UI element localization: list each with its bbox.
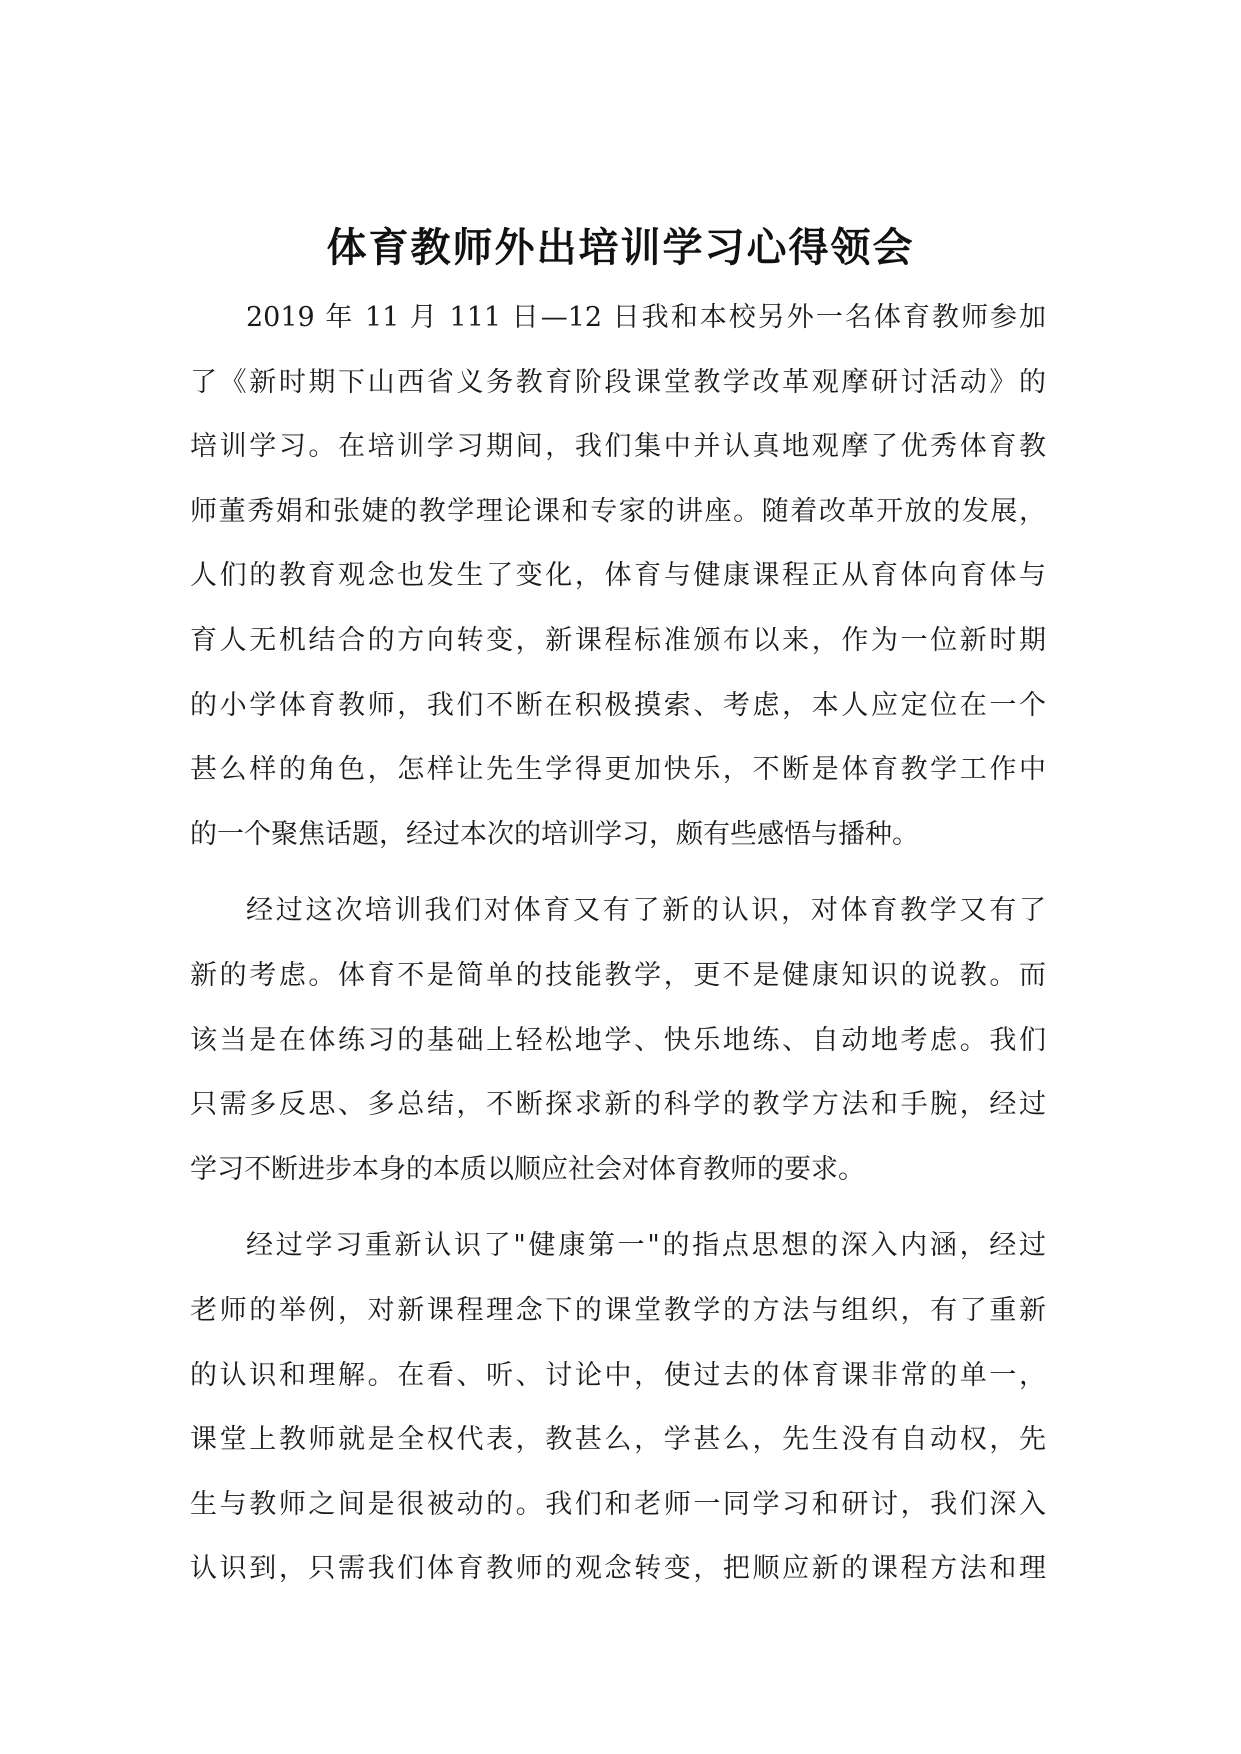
document-title: 体育教师外出培训学习心得领会 [326, 225, 915, 271]
paragraph-gap [190, 1202, 1046, 1214]
paragraph-3 [190, 1214, 1046, 1602]
text-line: 的一个聚焦话题，经过本次的培训学习，颇有些感悟与播种。 [190, 818, 919, 850]
text-line: 培训学习。在培训学习期间，我们集中并认真地观摩了优秀体育教 [190, 431, 1046, 463]
text-line: 人们的教育观念也发生了变化，体育与健康课程正从育体向育体与 [190, 560, 1046, 592]
text-line: 新的考虑。体育不是简单的技能教学，更不是健康知识的说教。而 [190, 959, 1046, 991]
text-line: 经过学习重新认识了"健康第一"的指点思想的深入内涵，经过 [246, 1230, 1046, 1262]
text-line: 认识到，只需我们体育教师的观念转变，把顺应新的课程方法和理 [190, 1553, 1046, 1585]
text-line: 学习不断进步本身的本质以顺应社会对体育教师的要求。 [190, 1153, 865, 1185]
text-line: 师董秀娟和张婕的教学理论课和专家的讲座。随着改革开放的发展， [190, 495, 1046, 527]
text-line: 经过这次培训我们对体育又有了新的认识，对体育教学又有了 [246, 895, 1046, 927]
text-line: 的认识和理解。在看、听、讨论中，使过去的体育课非常的单一， [190, 1359, 1046, 1391]
document-body [190, 286, 1046, 1602]
text-line: 生与教师之间是很被动的。我们和老师一同学习和研讨，我们深入 [190, 1488, 1046, 1520]
text-line: 了《新时期下山西省义务教育阶段课堂教学改革观摩研讨活动》的 [190, 366, 1046, 398]
text-line: 老师的举例，对新课程理念下的课堂教学的方法与组织，有了重新 [190, 1294, 1046, 1326]
text-line: 的小学体育教师，我们不断在积极摸索、考虑，本人应定位在一个 [190, 689, 1046, 721]
paragraph-gap [190, 867, 1046, 879]
text-line: 2019 年 11 月 111 日—12 日我和本校另外一名体育教师参加 [246, 302, 1046, 333]
text-line: 该当是在体练习的基础上轻松地学、快乐地练、自动地考虑。我们 [190, 1024, 1046, 1056]
text-line: 只需多反思、多总结，不断探求新的科学的教学方法和手腕，经过 [190, 1089, 1046, 1121]
paragraph-2 [190, 879, 1046, 1202]
text-line: 甚么样的角色，怎样让先生学得更加快乐，不断是体育教学工作中 [190, 754, 1046, 786]
paragraph-1 [190, 286, 1046, 867]
text-line: 课堂上教师就是全权代表，教甚么，学甚么，先生没有自动权，先 [190, 1424, 1046, 1456]
text-line: 育人无机结合的方向转变，新课程标准颁布以来，作为一位新时期 [190, 624, 1046, 656]
